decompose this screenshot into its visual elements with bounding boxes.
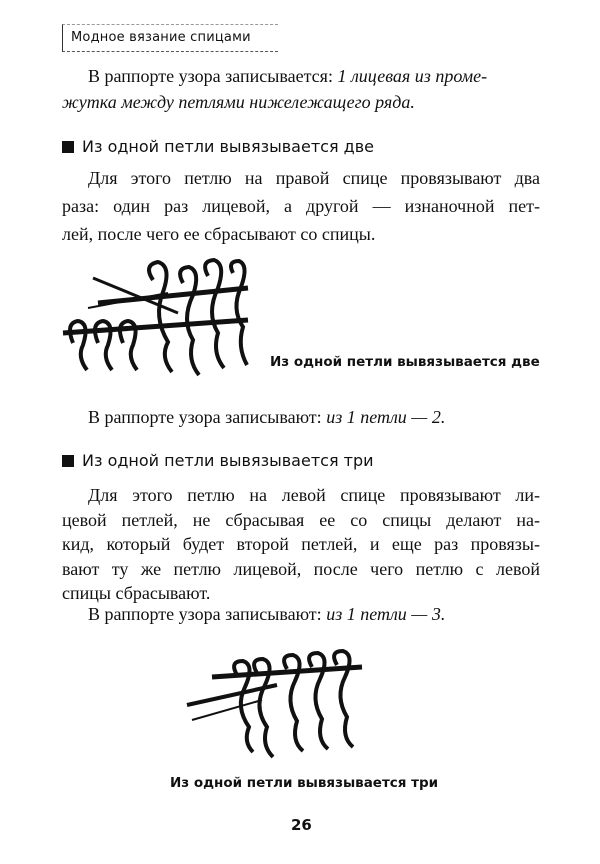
knitting-illustration-two-from-one [58, 258, 268, 383]
paragraph-line: лей, после чего ее сбрасывают со спицы. [62, 224, 376, 244]
knitting-illustration-three-from-one [182, 645, 367, 760]
running-header [62, 24, 278, 52]
intro-line-2: жутка между петлями нижележащего ряда. [62, 92, 415, 112]
rapport-italic: из 1 петли — 3. [326, 604, 446, 624]
paragraph-line: кид, который будет второй петлей, и еще раз провязы- [62, 534, 540, 554]
rapport-line [88, 604, 445, 625]
paragraph-line: раза: один раз лицевой, а другой — изнаночной пет- [62, 196, 540, 216]
heading-text: Из одной петли вывязывается две [82, 137, 374, 156]
section-heading-two [62, 137, 374, 156]
running-header-text: Модное вязание спицами [71, 30, 251, 45]
bullet-square-icon [62, 141, 74, 153]
rapport-text: В раппорте узора записывают: [88, 604, 327, 624]
paragraph-line: вают ту же петлю лицевой, после чего петлю с левой [62, 559, 540, 579]
heading-text: Из одной петли вывязывается три [82, 451, 374, 470]
paragraph-line: цевой петлей, не сбрасывая ее со спицы делают на- [62, 510, 540, 530]
rapport-italic: из 1 петли — 2. [326, 407, 446, 427]
intro-text: В раппорте узора записывается: [88, 66, 338, 86]
paragraph-line: спицы сбрасывают. [62, 583, 211, 603]
intro-italic: 1 лицевая из проме- [337, 66, 488, 86]
figure-caption: Из одной петли вывязывается три [170, 775, 439, 791]
figure-caption: Из одной петли вывязывается две [270, 354, 540, 370]
bullet-square-icon [62, 455, 74, 467]
intro-line-1 [88, 66, 487, 87]
paragraph-line: Для этого петлю на правой спице провязывают два [88, 168, 540, 188]
page-number: 26 [291, 816, 312, 834]
rapport-line [88, 407, 445, 428]
paragraph-line: Для этого петлю на левой спице провязывают ли- [88, 485, 540, 505]
rapport-text: В раппорте узора записывают: [88, 407, 327, 427]
section-heading-three [62, 451, 374, 470]
